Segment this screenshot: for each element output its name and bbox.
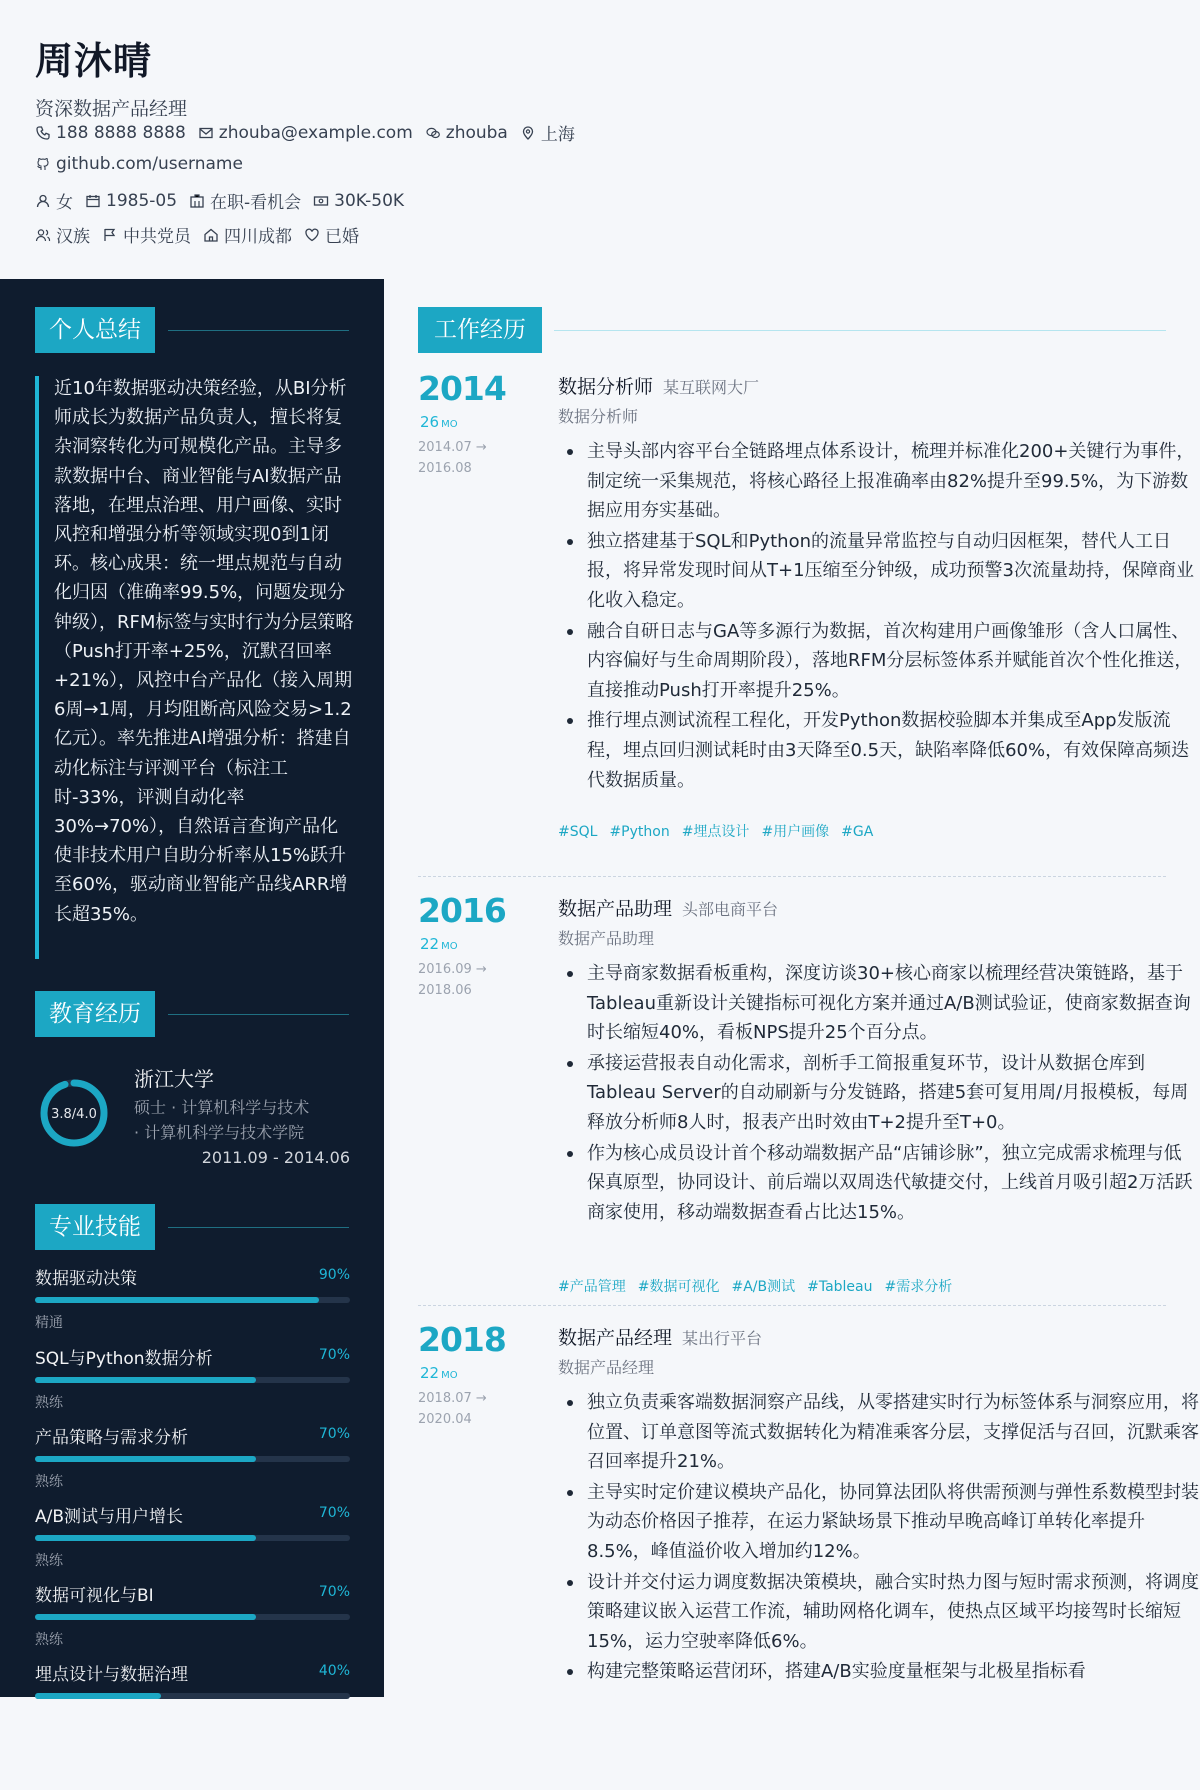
skill-item bbox=[35, 1264, 350, 1334]
job-bullet: 融合自研日志与GA等多源行为数据，首次构建用户画像雏形（含人口属性、内容偏好与生命周期阶段），落地RFM分层标签体系并赋能首次个性化推送，直接推动Push打开率提升25%。 bbox=[587, 617, 1199, 706]
job-duration-value: 26 bbox=[420, 413, 440, 431]
github-item[interactable] bbox=[35, 154, 243, 174]
job-role: 数据产品经理 bbox=[558, 1327, 673, 1349]
contact-row bbox=[35, 120, 587, 145]
skill-level: 熟练 bbox=[35, 1632, 63, 1648]
marital-text: 已婚 bbox=[325, 227, 359, 247]
job-year: 2014 bbox=[418, 369, 506, 408]
section-divider bbox=[168, 1227, 349, 1228]
job-bullet: 主导头部内容平台全链路埋点体系设计，梳理并标准化200+关键行为事件，制定统一采集规范，将核心路径上报准确率由82%提升至99.5%，为下游数据应用夯实基础。 bbox=[587, 437, 1199, 526]
job-role: 数据产品助理 bbox=[558, 898, 673, 920]
gpa-ring bbox=[40, 1079, 108, 1147]
phone-text: 188 8888 8888 bbox=[56, 122, 186, 143]
job-bullet: 主导商家数据看板重构，深度访谈30+核心商家以梳理经营决策链路，基于Tableau重新设计关键指标可视化方案并通过A/B测试验证，使商家数据查询时长缩短40%，看板NPS提升25个百分点。 bbox=[587, 959, 1199, 1048]
job-company: 某互联网大厂 bbox=[663, 378, 760, 397]
skill-item bbox=[35, 1581, 350, 1651]
resume-header bbox=[0, 0, 1200, 279]
degree-block bbox=[134, 1095, 364, 1145]
wechat-icon bbox=[425, 125, 441, 141]
job-bullet: 设计并交付运力调度数据决策模块，融合实时热力图与短时需求预测，将调度策略建议嵌入运营工作流，辅助网格化调车，使热点区域平均接驾时长缩短15%，运力空驶率降低6%。 bbox=[587, 1568, 1199, 1657]
job-tag[interactable]: #产品管理 bbox=[558, 1279, 626, 1295]
job-duration-unit: MO bbox=[441, 1370, 458, 1381]
section-title-skills: 专业技能 bbox=[35, 1204, 155, 1250]
gender-text: 女 bbox=[56, 193, 73, 213]
job-date-range: 2016.09 → 2018.06 bbox=[418, 962, 487, 998]
hometown-text: 四川成都 bbox=[224, 227, 292, 247]
skill-bar-fill bbox=[35, 1614, 256, 1620]
job-bullet: 承接运营报表自动化需求，剖析手工简报重复环节，设计从数据仓库到Tableau Server的自动刷新与分发链路，搭建5套可复用周/月报模板，每周释放分析师8人时，报表产出时效由T+2提升至T+0。 bbox=[587, 1049, 1199, 1138]
job-duration-unit: MO bbox=[441, 941, 458, 952]
skill-level: 精通 bbox=[35, 1315, 63, 1331]
job-duration bbox=[420, 935, 458, 953]
skill-name: 产品策略与需求分析 bbox=[35, 1428, 188, 1448]
job-bullets bbox=[558, 437, 1199, 796]
job-subtitle: 数据产品助理 bbox=[558, 929, 655, 948]
skill-percent: 70% bbox=[318, 1505, 350, 1521]
skill-name: 数据驱动决策 bbox=[35, 1269, 137, 1289]
hometown-item bbox=[203, 222, 292, 247]
background-row bbox=[35, 222, 371, 247]
job-duration-value: 22 bbox=[420, 1364, 440, 1382]
section-divider bbox=[168, 330, 349, 331]
job-subtitle: 数据产品经理 bbox=[558, 1358, 655, 1377]
candidate-title: 资深数据产品经理 bbox=[35, 98, 188, 120]
job-bullets bbox=[558, 1388, 1199, 1688]
city-item bbox=[520, 120, 575, 145]
skill-bar-track bbox=[35, 1535, 350, 1541]
heart-icon bbox=[304, 227, 320, 243]
job-tag[interactable]: #Python bbox=[609, 824, 670, 840]
skill-bar-track bbox=[35, 1614, 350, 1620]
school-name: 浙江大学 bbox=[134, 1067, 214, 1091]
job-bullet: 推行埋点测试流程工程化，开发Python数据校验脚本并集成至App发版流程，埋点回归测试耗时由3天降至0.5天，缺陷率降低60%，有效保障高频迭代数据质量。 bbox=[587, 706, 1199, 795]
ethnicity-item bbox=[35, 222, 90, 247]
skill-percent: 70% bbox=[318, 1426, 350, 1442]
section-title-work: 工作经历 bbox=[418, 307, 542, 353]
phone-icon bbox=[35, 125, 51, 141]
skill-name: 埋点设计与数据治理 bbox=[35, 1665, 188, 1685]
gender-item bbox=[35, 188, 73, 213]
job-bullet: 构建完整策略运营闭环，搭建A/B实验度量框架与北极星指标看 bbox=[587, 1657, 1199, 1687]
personal-row bbox=[35, 188, 416, 213]
job-tags bbox=[558, 1276, 964, 1296]
marital-item bbox=[304, 222, 359, 247]
skill-item bbox=[35, 1344, 350, 1414]
salary-text: 30K-50K bbox=[334, 190, 405, 211]
job-subtitle: 数据分析师 bbox=[558, 407, 639, 426]
github-text: github.com/username bbox=[56, 154, 243, 174]
skill-bar-track bbox=[35, 1377, 350, 1383]
job-tag[interactable]: #需求分析 bbox=[884, 1279, 953, 1295]
skill-item bbox=[35, 1502, 350, 1572]
skill-bar-fill bbox=[35, 1693, 161, 1699]
salary-item bbox=[313, 191, 404, 211]
section-divider bbox=[554, 330, 1166, 331]
email-item[interactable] bbox=[198, 123, 413, 143]
skill-name: A/B测试与用户增长 bbox=[35, 1507, 184, 1527]
summary-text: 近10年数据驱动决策经验，从BI分析师成长为数据产品负责人，擅长将复杂洞察转化为可规模化产品。主导多款数据中台、商业智能与AI数据产品落地，在埋点治理、用户画像、实时风控和增强分析等领域实现0到1闭环。核心成果：统一埋点规范与自动化归因（准确率99.5%，问题发现分钟级），RFM标签与实时行为分层策略（Push打开率+25%，沉默召回率+21%），风控中台产品化（接入周期6周→1周，月均阻断高风险交易>1.2亿元）。率先推进AI增强分析：搭建自动化标注与评测平台（标注工时-33%，评测自动化率30%→70%），自然语言查询产品化使非技术用户自助分析率从15%跃升至60%，驱动商业智能产品线ARR增长超35%。 bbox=[54, 378, 354, 925]
job-header bbox=[558, 894, 778, 921]
skill-percent: 90% bbox=[318, 1267, 350, 1283]
job-bullet: 作为核心成员设计首个移动端数据产品“店铺诊脉”，独立完成需求梳理与低保真原型，协同设计、前后端以双周迭代敏捷交付，上线首月吸引超2万活跃商家使用，移动端数据查看占比达15%。 bbox=[587, 1139, 1199, 1228]
job-duration bbox=[420, 413, 458, 431]
birth-text: 1985-05 bbox=[106, 190, 178, 211]
skill-bar-track bbox=[35, 1297, 350, 1303]
skill-name: SQL与Python数据分析 bbox=[35, 1349, 213, 1369]
candidate-name: 周沐晴 bbox=[35, 39, 153, 83]
user-icon bbox=[35, 193, 51, 209]
summary-accent-bar bbox=[35, 376, 39, 959]
education-dates: 2011.09 - 2014.06 bbox=[201, 1148, 350, 1167]
job-bullet: 独立搭建基于SQL和Python的流量异常监控与自动归因框架，替代人工日报，将异常发现时间从T+1压缩至分钟级，成功预警3次流量劫持，保障商业化收入稳定。 bbox=[587, 527, 1199, 616]
mail-icon bbox=[198, 125, 214, 141]
politics-text: 中共党员 bbox=[123, 227, 191, 247]
job-entry bbox=[418, 891, 1193, 1361]
job-separator bbox=[418, 1305, 1166, 1306]
degree-text: 硕士 · 计算机科学与技术 bbox=[134, 1098, 310, 1117]
skill-bar-track bbox=[35, 1693, 350, 1699]
building-icon bbox=[189, 193, 205, 209]
job-bullet: 独立负责乘客端数据洞察产品线，从零搭建实时行为标签体系与洞察应用，将位置、订单意图等流式数据转化为精准乘客分层，支撑促活与召回，沉默乘客召回率提升21%。 bbox=[587, 1388, 1199, 1477]
job-entry bbox=[418, 1320, 1199, 1790]
job-tag[interactable]: #埋点设计 bbox=[681, 824, 750, 840]
section-title-summary: 个人总结 bbox=[35, 307, 155, 353]
job-year: 2018 bbox=[418, 1320, 506, 1359]
job-duration bbox=[420, 1364, 458, 1382]
wechat-text: zhouba bbox=[445, 122, 508, 143]
skill-name: 数据可视化与BI bbox=[35, 1586, 154, 1606]
skill-percent: 40% bbox=[318, 1663, 350, 1679]
job-tag[interactable]: #数据可视化 bbox=[637, 1279, 720, 1295]
gpa-text: 3.8/4.0 bbox=[51, 1107, 97, 1122]
section-divider bbox=[168, 1014, 349, 1015]
banknote-icon bbox=[313, 193, 329, 209]
college-text: · 计算机科学与技术学院 bbox=[134, 1123, 305, 1142]
email-text: zhouba@example.com bbox=[218, 122, 413, 143]
skill-bar-fill bbox=[35, 1377, 256, 1383]
status-text: 在职-看机会 bbox=[210, 193, 302, 213]
github-row bbox=[35, 154, 255, 174]
section-title-education: 教育经历 bbox=[35, 991, 155, 1037]
job-tag[interactable]: #A/B测试 bbox=[731, 1279, 796, 1295]
skill-bar-fill bbox=[35, 1297, 319, 1303]
github-icon bbox=[35, 156, 51, 172]
job-year: 2016 bbox=[418, 891, 506, 930]
job-separator bbox=[418, 876, 1166, 877]
skill-level: 熟练 bbox=[35, 1553, 63, 1569]
job-tag[interactable]: #Tableau bbox=[807, 1279, 873, 1295]
job-tag[interactable]: #SQL bbox=[558, 824, 598, 840]
job-date-range: 2014.07 → 2016.08 bbox=[418, 440, 487, 476]
job-company: 头部电商平台 bbox=[682, 900, 779, 919]
job-tag[interactable]: #用户画像 bbox=[761, 824, 830, 840]
job-duration-unit: MO bbox=[441, 419, 458, 430]
skill-level: 熟练 bbox=[35, 1395, 63, 1411]
skill-bar-track bbox=[35, 1456, 350, 1462]
job-company: 某出行平台 bbox=[682, 1329, 763, 1348]
job-duration-value: 22 bbox=[420, 935, 440, 953]
skill-item bbox=[35, 1660, 350, 1730]
skill-bar-fill bbox=[35, 1456, 256, 1462]
birth-item bbox=[85, 191, 177, 211]
skill-percent: 70% bbox=[318, 1347, 350, 1363]
job-entry bbox=[418, 369, 1195, 840]
job-role: 数据分析师 bbox=[558, 376, 654, 398]
job-tags bbox=[558, 821, 885, 841]
skill-item bbox=[35, 1423, 350, 1493]
job-tag[interactable]: #GA bbox=[841, 824, 874, 840]
skill-level: 熟练 bbox=[35, 1474, 63, 1490]
status-item bbox=[189, 188, 301, 213]
politics-item bbox=[102, 222, 191, 247]
ethnicity-text: 汉族 bbox=[56, 227, 90, 247]
job-bullet: 主导实时定价建议模块产品化，协同算法团队将供需预测与弹性系数模型封装为动态价格因子推荐，在运力紧缺场景下推动早晚高峰订单转化率提升8.5%，峰值溢价收入增加约12%。 bbox=[587, 1478, 1199, 1567]
city-text: 上海 bbox=[540, 125, 575, 145]
job-header bbox=[558, 372, 759, 399]
wechat-item bbox=[425, 123, 508, 143]
job-bullets bbox=[558, 959, 1199, 1228]
job-header bbox=[558, 1323, 762, 1350]
calendar-icon bbox=[85, 193, 101, 209]
flag-icon bbox=[102, 227, 118, 243]
users-icon bbox=[35, 227, 51, 243]
phone-item bbox=[35, 123, 186, 143]
home-icon bbox=[203, 227, 219, 243]
skill-bar-fill bbox=[35, 1535, 256, 1541]
location-icon bbox=[520, 125, 536, 141]
skill-percent: 70% bbox=[318, 1584, 350, 1600]
job-date-range: 2018.07 → 2020.04 bbox=[418, 1391, 487, 1427]
